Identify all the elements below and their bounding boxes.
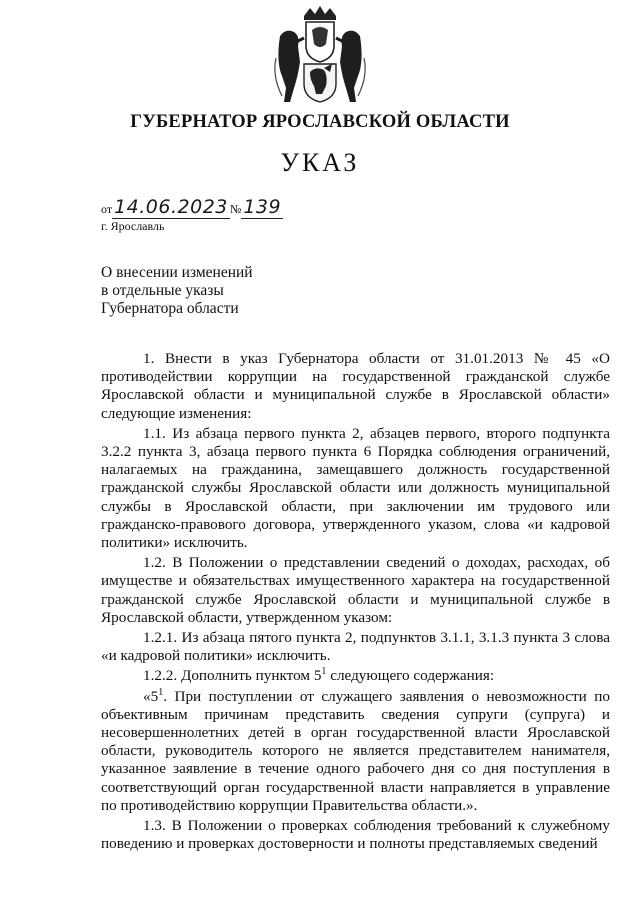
paragraph-1-2-1: 1.2.1. Из абзаца пятого пункта 2, подпунктов 3.1.1, 3.1.3 пункта 3 слова «и кадровой политики» исключить. <box>101 629 610 665</box>
paragraph-quoted-item <box>101 688 610 815</box>
decree-body <box>101 350 610 855</box>
document-type-title: УКАЗ <box>280 148 360 177</box>
paragraph-text: следующего содержания: <box>326 667 495 685</box>
paragraph-1-2: 1.2. В Положении о представлении сведений о доходах, расходах, об имуществе и обязательствах имущественного характера на государственной гражданской службе Ярославской области и муниципальной службе в Ярославской области, утвержденном указом: <box>101 554 610 626</box>
handwritten-number: 139 <box>243 196 282 218</box>
yaroslavl-coat-of-arms-icon <box>268 6 372 104</box>
number-prefix: № <box>229 202 242 216</box>
subject-line: в отдельные указы <box>101 282 224 299</box>
subject-line: О внесении изменений <box>101 264 253 281</box>
paragraph-1: 1. Внести в указ Губернатора области от 31.01.2013 № 45 «О противодействии коррупции на государственной гражданской службе Ярославской области и муниципальной службе в Ярославской области» следующие изменения: <box>101 350 610 422</box>
issuing-authority-title: ГУБЕРНАТОР ЯРОСЛАВСКОЙ ОБЛАСТИ <box>130 112 510 132</box>
paragraph-text: «5 <box>143 687 159 705</box>
paragraph-text: . При поступлении от служащего заявления о невозможности по объективным причинам представить сведения супруги (супруга) и несовершеннолетних детей в орган государственной власти Ярославской области, руководитель которого не является представителем нанимателя, указанное заявление в течение одного рабочего дня со дня поступления в соответствующий орган государственной власти направляется в управление по противодействию коррупции Правительства области.». <box>101 687 610 814</box>
superscript: 1 <box>321 666 327 678</box>
subject-line: Губернатора области <box>101 300 239 317</box>
city-label: г. Ярославль <box>101 219 165 233</box>
handwritten-date: 14.06.2023 <box>114 196 228 218</box>
superscript: 1 <box>158 686 164 698</box>
paragraph-text: 1.2.2. Дополнить пунктом 5 <box>143 667 322 685</box>
decree-subject <box>101 264 253 318</box>
paragraph-1-2-2 <box>101 667 610 685</box>
date-prefix: от <box>101 202 113 216</box>
paragraph-1-3: 1.3. В Положении о проверках соблюдения требований к служебному поведению и проверках достоверности и полноты представляемых сведений <box>101 817 610 853</box>
paragraph-1-1: 1.1. Из абзаца первого пункта 2, абзацев первого, второго подпункта 3.2.2 пункта 3, абзаца первого пункта 6 Порядка соблюдения ограничений, налагаемых на гражданина, замещавшего должность государственной гражданской службы Ярославской области или должность муниципальной службы в Ярославской области, при заключении им трудового или гражданско-правового договора, утвержденного указом, слова «и кадровой политики» исключить. <box>101 424 610 552</box>
